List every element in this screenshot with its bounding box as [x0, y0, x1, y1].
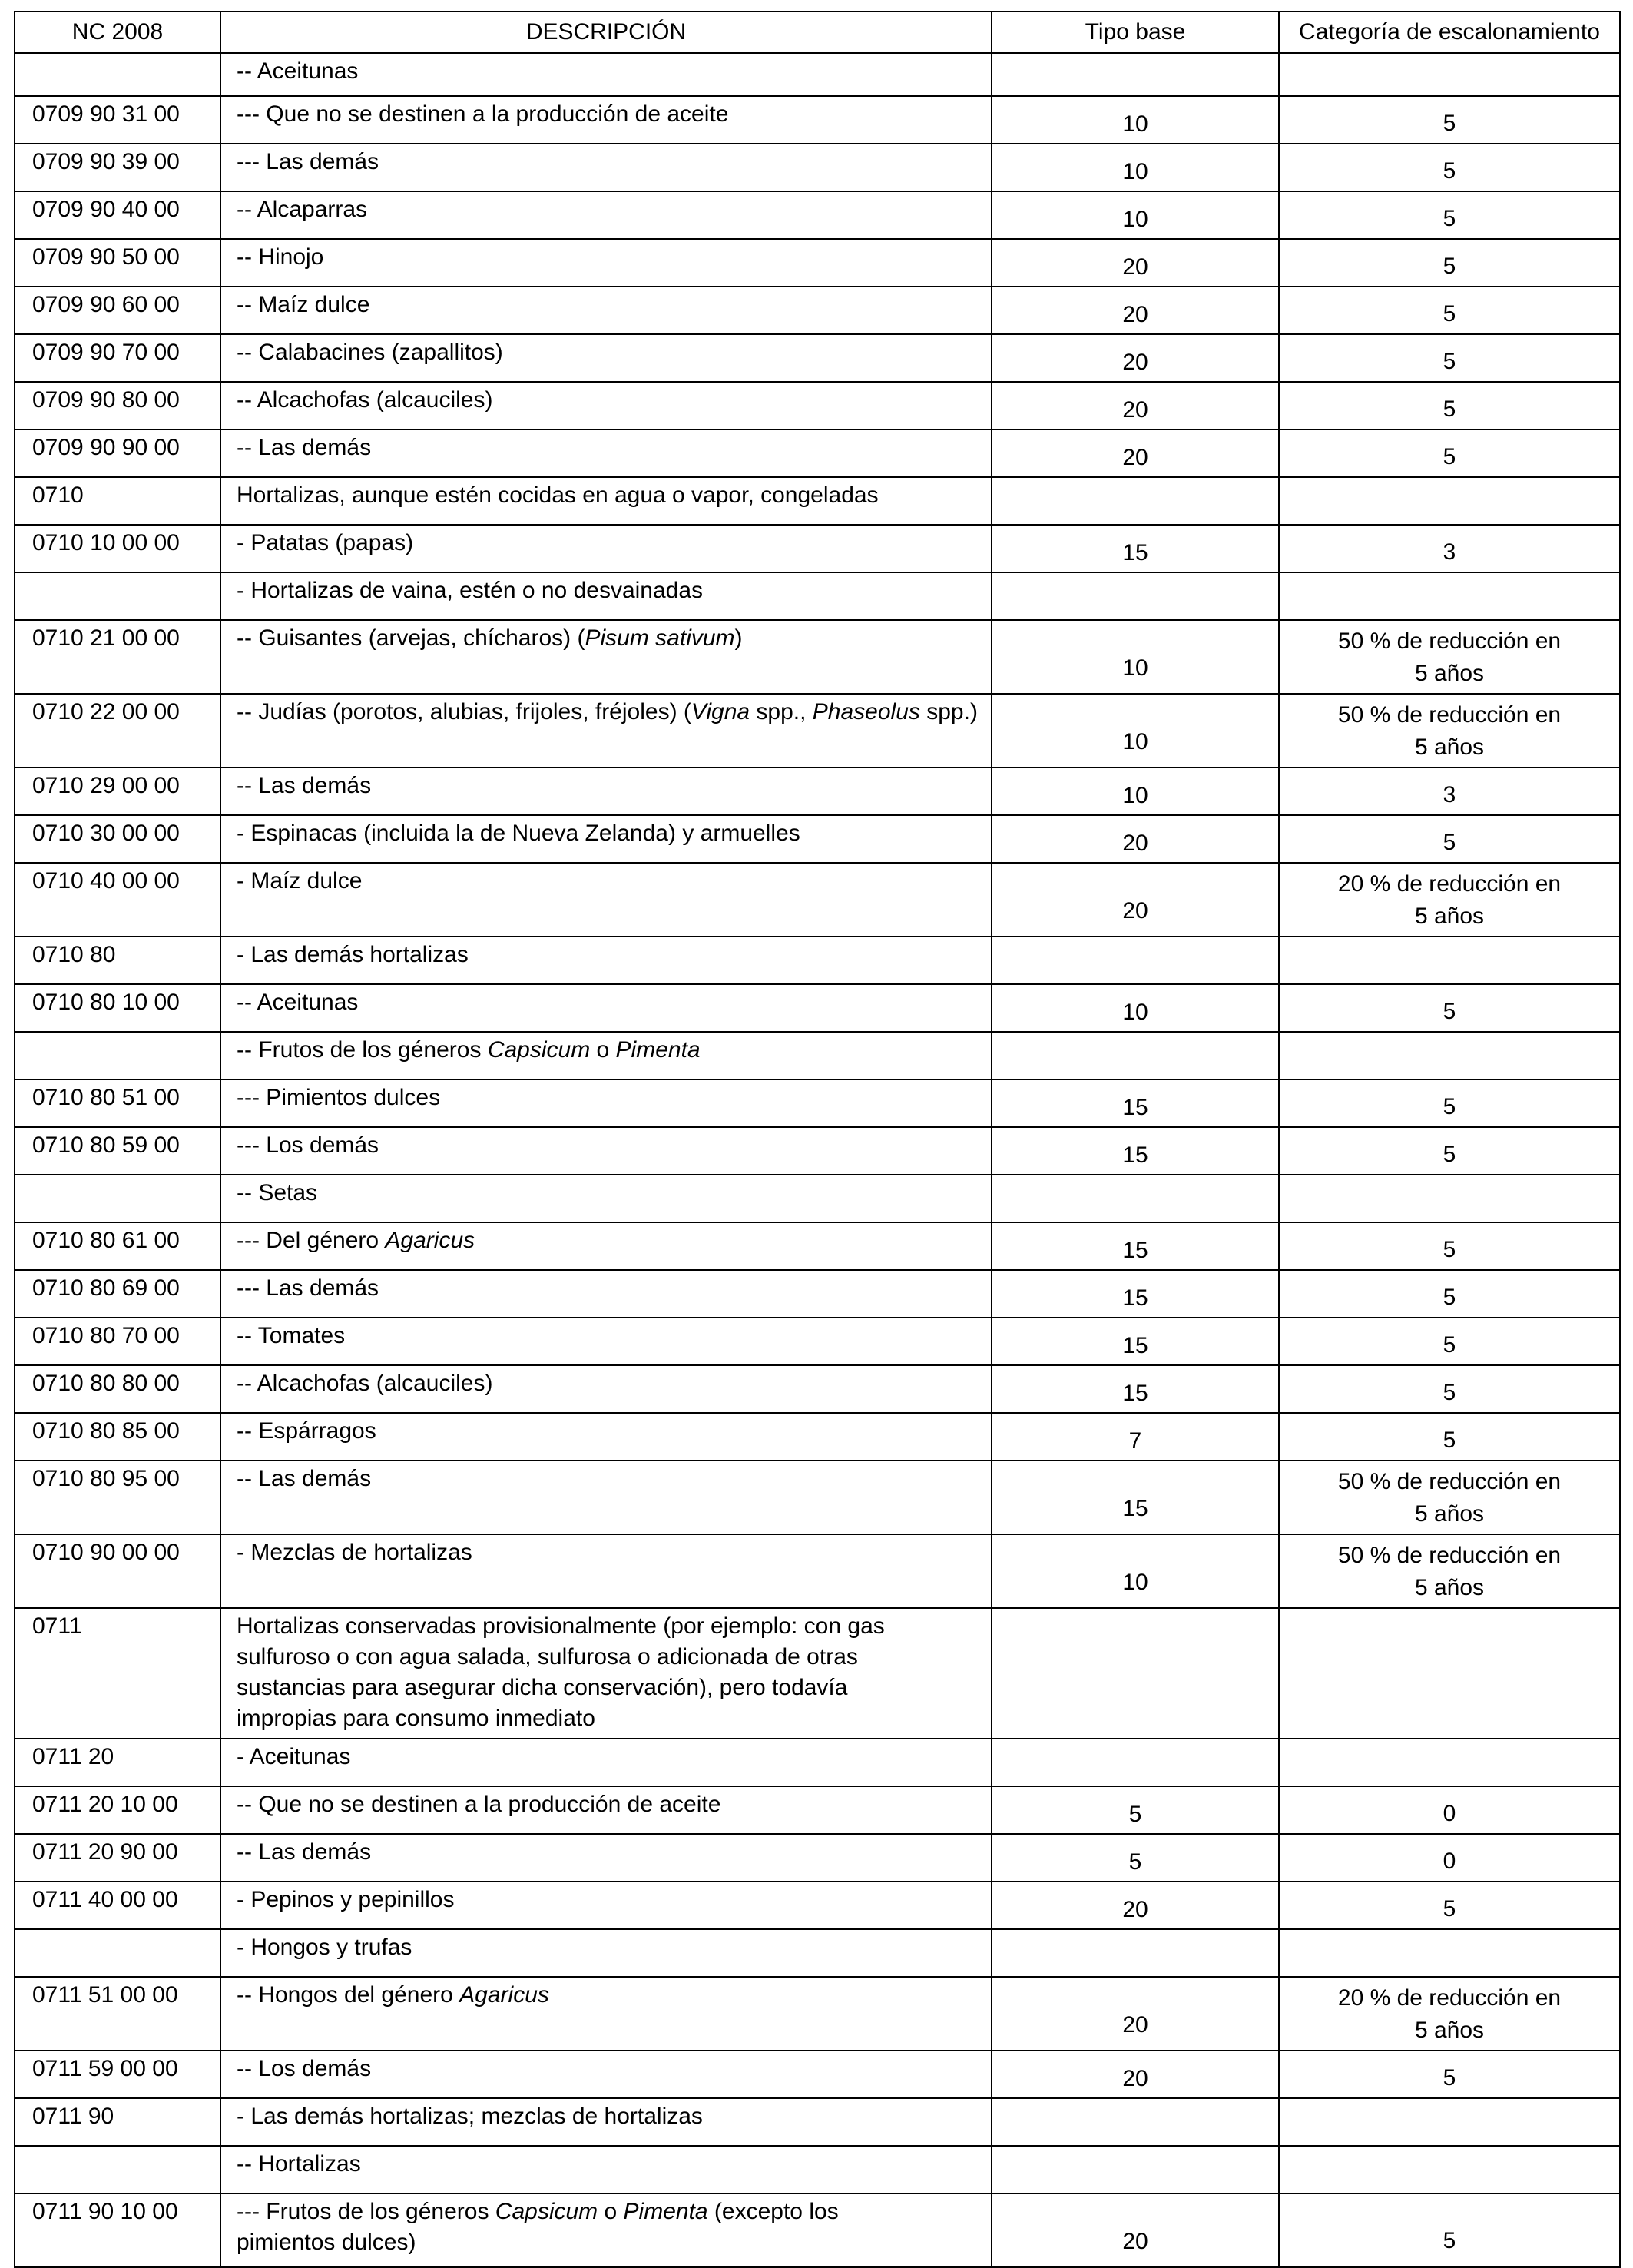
- row-description: -- Alcachofas (alcauciles): [220, 382, 992, 429]
- row-category: 5: [1279, 1365, 1620, 1413]
- row-category: 5: [1279, 239, 1620, 287]
- species-name: Pisum sativum: [585, 625, 735, 651]
- row-code: [15, 53, 220, 96]
- genus-name: Pimenta: [623, 2199, 708, 2224]
- row-base-rate: 5: [992, 1834, 1279, 1882]
- row-description: - Maíz dulce: [220, 863, 992, 937]
- row-description: -- Aceitunas: [220, 53, 992, 96]
- row-category: 5: [1279, 2051, 1620, 2098]
- description-text: -- Guisantes (arvejas, chícharos) (: [237, 625, 585, 651]
- row-description: --- Los demás: [220, 1127, 992, 1175]
- row-category: 5: [1279, 815, 1620, 863]
- category-line: 5 años: [1414, 734, 1485, 760]
- row-category: 3: [1279, 525, 1620, 572]
- table-row: [15, 1461, 1620, 1534]
- row-base-rate: [992, 477, 1279, 525]
- row-description: -- Hortalizas: [220, 2146, 992, 2193]
- description-line: impropias para consumo inmediato: [237, 1706, 595, 1731]
- row-category: 5: [1279, 1222, 1620, 1270]
- row-base-rate: 20: [992, 815, 1279, 863]
- row-code: 0711 51 00 00: [15, 1977, 220, 2051]
- row-code: 0711: [15, 1608, 220, 1739]
- row-base-rate: 20: [992, 382, 1279, 429]
- row-base-rate: 10: [992, 144, 1279, 191]
- row-code: 0710 80 80 00: [15, 1365, 220, 1413]
- row-base-rate: 20: [992, 1977, 1279, 2051]
- row-base-rate: 10: [992, 984, 1279, 1032]
- table-row: [15, 572, 1620, 620]
- genus-name: Capsicum: [487, 1037, 591, 1063]
- row-description: - Las demás hortalizas; mezclas de hortalizas: [220, 2098, 992, 2146]
- row-code: 0710 80 95 00: [15, 1461, 220, 1534]
- row-base-rate: [992, 1608, 1279, 1739]
- description-text: spp.,: [750, 699, 807, 724]
- row-description: -- Las demás: [220, 768, 992, 815]
- row-base-rate: 10: [992, 191, 1279, 239]
- category-line: 5 años: [1414, 2018, 1485, 2043]
- row-category: 5: [1279, 429, 1620, 477]
- table-row: [15, 1534, 1620, 1608]
- row-base-rate: 20: [992, 2193, 1279, 2267]
- category-line: 50 % de reducción en: [1337, 1469, 1562, 1494]
- row-base-rate: [992, 53, 1279, 96]
- row-base-rate: [992, 1739, 1279, 1786]
- header-code: NC 2008: [15, 12, 220, 53]
- row-category: [1279, 1739, 1620, 1786]
- row-code: [15, 1175, 220, 1222]
- row-code: 0710 80 70 00: [15, 1318, 220, 1365]
- row-base-rate: [992, 1929, 1279, 1977]
- description-line: sustancias para asegurar dicha conservación), pero todavía: [237, 1675, 848, 1700]
- description-text: --- Frutos de los géneros: [237, 2199, 495, 2224]
- row-code: 0709 90 70 00: [15, 334, 220, 382]
- row-description: -- Que no se destinen a la producción de aceite: [220, 1786, 992, 1834]
- table-row: [15, 1270, 1620, 1318]
- row-description: - Aceitunas: [220, 1739, 992, 1786]
- row-base-rate: [992, 2146, 1279, 2193]
- row-category: 0: [1279, 1834, 1620, 1882]
- row-base-rate: 20: [992, 1882, 1279, 1929]
- table-row: [15, 694, 1620, 768]
- row-base-rate: 15: [992, 525, 1279, 572]
- description-line: sulfuroso o con agua salada, sulfurosa o adicionada de otras: [237, 1644, 858, 1670]
- table-row: [15, 2193, 1620, 2267]
- row-description: --- Las demás: [220, 1270, 992, 1318]
- row-description: - Hongos y trufas: [220, 1929, 992, 1977]
- table-row: [15, 334, 1620, 382]
- row-category: [1279, 1461, 1620, 1534]
- description-text: -- Frutos de los géneros: [237, 1037, 488, 1063]
- row-code: 0709 90 90 00: [15, 429, 220, 477]
- row-base-rate: 20: [992, 2051, 1279, 2098]
- row-code: 0710 80 61 00: [15, 1222, 220, 1270]
- category-line: 5 años: [1414, 661, 1485, 686]
- row-description: -- Alcachofas (alcauciles): [220, 1365, 992, 1413]
- table-row: [15, 1365, 1620, 1413]
- row-description: -- Hinojo: [220, 239, 992, 287]
- row-category: [1279, 937, 1620, 984]
- table-row: [15, 1127, 1620, 1175]
- row-code: 0710 21 00 00: [15, 620, 220, 694]
- row-category: [1279, 1608, 1620, 1739]
- description-text: o: [590, 1037, 616, 1063]
- row-base-rate: 5: [992, 1786, 1279, 1834]
- row-code: 0711 20: [15, 1739, 220, 1786]
- table-row: [15, 96, 1620, 144]
- row-category: [1279, 1534, 1620, 1608]
- row-category: 0: [1279, 1786, 1620, 1834]
- row-code: 0711 90 10 00: [15, 2193, 220, 2267]
- header-description: DESCRIPCIÓN: [220, 12, 992, 53]
- row-category: 5: [1279, 2193, 1620, 2267]
- row-category: 5: [1279, 984, 1620, 1032]
- row-base-rate: 10: [992, 768, 1279, 815]
- table-row: [15, 2051, 1620, 2098]
- row-base-rate: 15: [992, 1127, 1279, 1175]
- row-code: 0710 29 00 00: [15, 768, 220, 815]
- row-description: -- Las demás: [220, 1461, 992, 1534]
- species-name: Vigna: [691, 699, 750, 724]
- row-description: --- Que no se destinen a la producción de aceite: [220, 96, 992, 144]
- row-base-rate: [992, 1032, 1279, 1079]
- row-base-rate: 15: [992, 1270, 1279, 1318]
- row-description: -- Calabacines (zapallitos): [220, 334, 992, 382]
- row-category: [1279, 1175, 1620, 1222]
- table-row: [15, 191, 1620, 239]
- genus-name: Agaricus: [459, 1982, 549, 2008]
- table-row: [15, 477, 1620, 525]
- row-category: [1279, 477, 1620, 525]
- row-category: [1279, 2098, 1620, 2146]
- row-code: 0711 20 10 00: [15, 1786, 220, 1834]
- genus-name: Pimenta: [615, 1037, 701, 1063]
- row-code: 0710 40 00 00: [15, 863, 220, 937]
- row-description: -- Alcaparras: [220, 191, 992, 239]
- row-code: 0709 90 31 00: [15, 96, 220, 144]
- table-row: [15, 1318, 1620, 1365]
- row-description: -- Maíz dulce: [220, 287, 992, 334]
- row-description: --- Las demás: [220, 144, 992, 191]
- row-description: [220, 1608, 992, 1739]
- row-description: - Las demás hortalizas: [220, 937, 992, 984]
- tariff-table: [14, 11, 1621, 2268]
- row-code: 0709 90 50 00: [15, 239, 220, 287]
- row-category: [1279, 863, 1620, 937]
- row-code: 0711 59 00 00: [15, 2051, 220, 2098]
- category-line: 5 años: [1414, 1501, 1485, 1527]
- row-category: [1279, 620, 1620, 694]
- row-code: 0710 80 69 00: [15, 1270, 220, 1318]
- row-description: [220, 2193, 992, 2267]
- row-code: 0710 90 00 00: [15, 1534, 220, 1608]
- table-row: [15, 525, 1620, 572]
- table-row: [15, 815, 1620, 863]
- category-line: 20 % de reducción en: [1337, 1985, 1562, 2011]
- description-line: Hortalizas conservadas provisionalmente (por ejemplo: con gas: [237, 1613, 885, 1639]
- table-row: [15, 1032, 1620, 1079]
- row-code: 0711 20 90 00: [15, 1834, 220, 1882]
- row-code: 0710 80 51 00: [15, 1079, 220, 1127]
- genus-name: Capsicum: [495, 2199, 598, 2224]
- table-row: [15, 144, 1620, 191]
- description-text: ): [734, 625, 743, 651]
- row-description: -- Las demás: [220, 1834, 992, 1882]
- row-code: [15, 1929, 220, 1977]
- row-category: 5: [1279, 1079, 1620, 1127]
- row-category: [1279, 572, 1620, 620]
- row-base-rate: 15: [992, 1461, 1279, 1534]
- row-code: 0710 30 00 00: [15, 815, 220, 863]
- row-description: [220, 1222, 992, 1270]
- table-row: [15, 287, 1620, 334]
- row-code: 0710 10 00 00: [15, 525, 220, 572]
- row-base-rate: 15: [992, 1365, 1279, 1413]
- description-text: spp.): [919, 699, 978, 724]
- row-description: - Espinacas (incluida la de Nueva Zelanda) y armuelles: [220, 815, 992, 863]
- row-code: 0710 80 85 00: [15, 1413, 220, 1461]
- table-row: [15, 937, 1620, 984]
- row-base-rate: 20: [992, 334, 1279, 382]
- row-base-rate: [992, 937, 1279, 984]
- row-code: 0710 80 10 00: [15, 984, 220, 1032]
- row-description: [220, 1032, 992, 1079]
- row-category: [1279, 1977, 1620, 2051]
- row-category: [1279, 1032, 1620, 1079]
- row-description: Hortalizas, aunque estén cocidas en agua o vapor, congeladas: [220, 477, 992, 525]
- genus-name: Agaricus: [385, 1228, 475, 1253]
- row-category: 5: [1279, 287, 1620, 334]
- row-description: -- Espárragos: [220, 1413, 992, 1461]
- row-category: 5: [1279, 334, 1620, 382]
- row-base-rate: [992, 1175, 1279, 1222]
- table-row: [15, 863, 1620, 937]
- row-category: [1279, 694, 1620, 768]
- table-row: [15, 1882, 1620, 1929]
- table-row: [15, 2146, 1620, 2193]
- description-text: -- Judías (porotos, alubias, frijoles, fréjoles) (: [237, 699, 691, 724]
- table-row: [15, 53, 1620, 96]
- row-base-rate: 20: [992, 429, 1279, 477]
- row-base-rate: 10: [992, 620, 1279, 694]
- row-code: 0711 90: [15, 2098, 220, 2146]
- row-base-rate: 20: [992, 863, 1279, 937]
- row-code: [15, 572, 220, 620]
- row-base-rate: 7: [992, 1413, 1279, 1461]
- table-row: [15, 1222, 1620, 1270]
- table-row: [15, 1929, 1620, 1977]
- row-code: 0710: [15, 477, 220, 525]
- table-row: [15, 1608, 1620, 1739]
- header-base-rate: Tipo base: [992, 12, 1279, 53]
- table-row: [15, 1977, 1620, 2051]
- category-line: 5 años: [1414, 904, 1485, 929]
- row-base-rate: 10: [992, 694, 1279, 768]
- row-description: -- Los demás: [220, 2051, 992, 2098]
- table-row: [15, 1079, 1620, 1127]
- row-base-rate: 10: [992, 1534, 1279, 1608]
- description-text: (excepto los: [707, 2199, 839, 2224]
- header-row: [15, 12, 1620, 53]
- row-description: --- Pimientos dulces: [220, 1079, 992, 1127]
- species-name: Phaseolus: [812, 699, 920, 724]
- description-text: -- Hongos del género: [237, 1982, 460, 2008]
- row-category: 5: [1279, 1413, 1620, 1461]
- row-category: 5: [1279, 96, 1620, 144]
- row-base-rate: 15: [992, 1079, 1279, 1127]
- row-code: 0710 22 00 00: [15, 694, 220, 768]
- row-code: 0709 90 60 00: [15, 287, 220, 334]
- row-base-rate: 20: [992, 287, 1279, 334]
- description-line: pimientos dulces): [237, 2230, 416, 2255]
- row-description: [220, 694, 992, 768]
- table-row: [15, 1786, 1620, 1834]
- row-category: [1279, 1929, 1620, 1977]
- row-base-rate: 15: [992, 1318, 1279, 1365]
- row-category: [1279, 2146, 1620, 2193]
- table-row: [15, 984, 1620, 1032]
- row-code: [15, 2146, 220, 2193]
- row-description: -- Tomates: [220, 1318, 992, 1365]
- description-text: --- Del género: [237, 1228, 386, 1253]
- row-base-rate: 20: [992, 239, 1279, 287]
- category-line: 50 % de reducción en: [1337, 628, 1562, 654]
- table-row: [15, 1175, 1620, 1222]
- table-row: [15, 429, 1620, 477]
- row-code: 0709 90 40 00: [15, 191, 220, 239]
- row-description: - Hortalizas de vaina, estén o no desvainadas: [220, 572, 992, 620]
- row-code: 0711 40 00 00: [15, 1882, 220, 1929]
- row-base-rate: 15: [992, 1222, 1279, 1270]
- category-line: 50 % de reducción en: [1337, 702, 1562, 728]
- row-code: 0710 80 59 00: [15, 1127, 220, 1175]
- row-code: 0709 90 80 00: [15, 382, 220, 429]
- row-code: 0709 90 39 00: [15, 144, 220, 191]
- description-text: o: [598, 2199, 624, 2224]
- row-description: - Pepinos y pepinillos: [220, 1882, 992, 1929]
- table-row: [15, 382, 1620, 429]
- row-category: [1279, 53, 1620, 96]
- table-row: [15, 1739, 1620, 1786]
- row-description: [220, 1977, 992, 2051]
- table-row: [15, 1834, 1620, 1882]
- category-line: 20 % de reducción en: [1337, 871, 1562, 897]
- row-category: 5: [1279, 144, 1620, 191]
- table-row: [15, 2098, 1620, 2146]
- row-category: 5: [1279, 1270, 1620, 1318]
- row-description: -- Las demás: [220, 429, 992, 477]
- row-category: 5: [1279, 1318, 1620, 1365]
- row-category: 5: [1279, 382, 1620, 429]
- row-category: 5: [1279, 1882, 1620, 1929]
- header-staging-category: Categoría de escalonamiento: [1279, 12, 1620, 53]
- category-line: 50 % de reducción en: [1337, 1543, 1562, 1568]
- row-base-rate: [992, 2098, 1279, 2146]
- row-code: 0710 80: [15, 937, 220, 984]
- row-description: - Patatas (papas): [220, 525, 992, 572]
- table-row: [15, 1413, 1620, 1461]
- row-description: -- Setas: [220, 1175, 992, 1222]
- row-description: - Mezclas de hortalizas: [220, 1534, 992, 1608]
- table-row: [15, 768, 1620, 815]
- table-row: [15, 620, 1620, 694]
- row-base-rate: 10: [992, 96, 1279, 144]
- table-row: [15, 239, 1620, 287]
- row-description: -- Aceitunas: [220, 984, 992, 1032]
- category-line: 5 años: [1414, 1575, 1485, 1600]
- row-category: 3: [1279, 768, 1620, 815]
- row-category: 5: [1279, 1127, 1620, 1175]
- row-description: [220, 620, 992, 694]
- row-base-rate: [992, 572, 1279, 620]
- row-code: [15, 1032, 220, 1079]
- row-category: 5: [1279, 191, 1620, 239]
